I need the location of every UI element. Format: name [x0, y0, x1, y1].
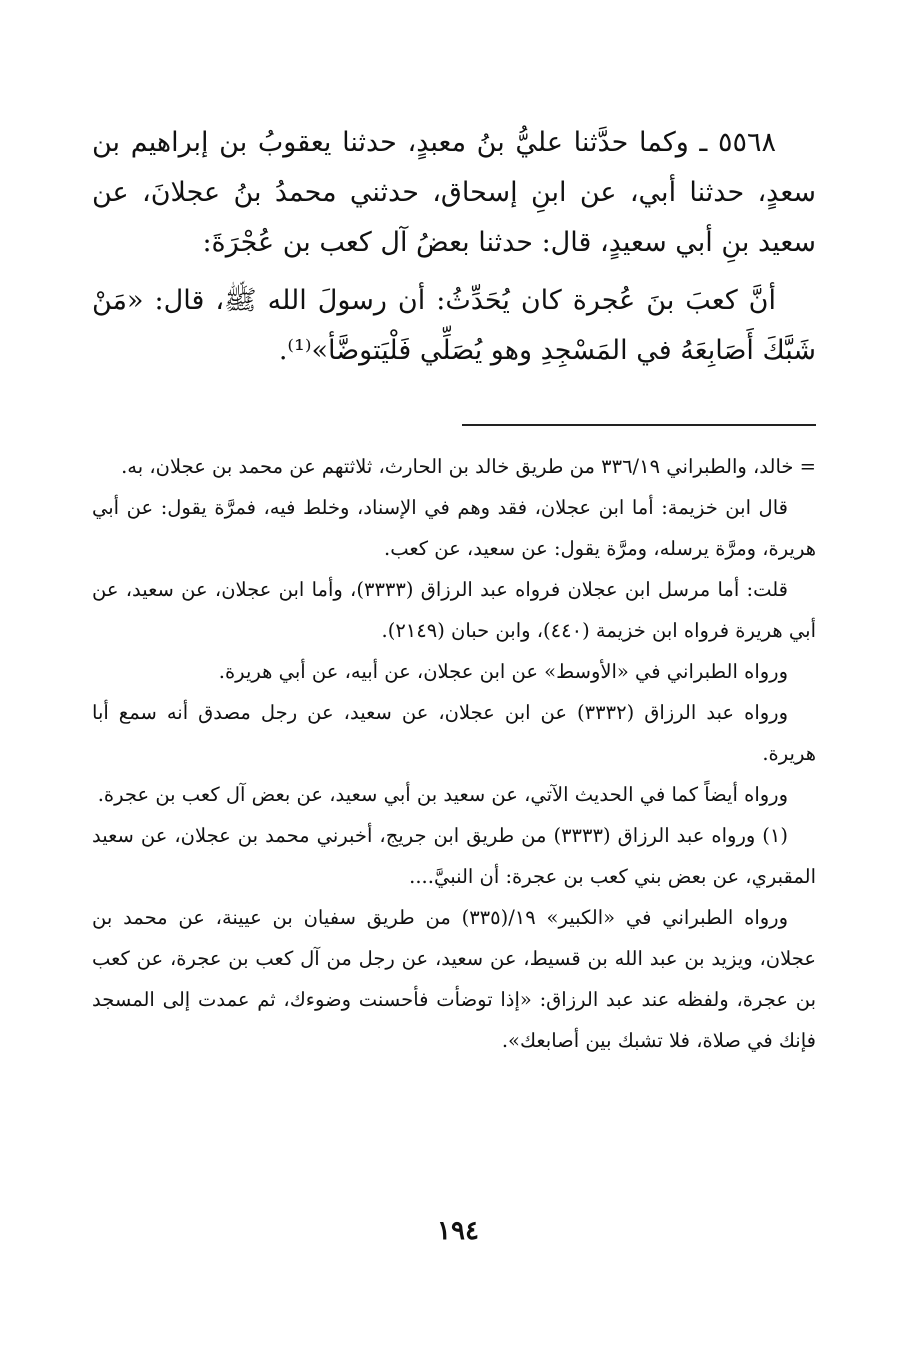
footnote-1: (١) ورواه عبد الرزاق (٣٣٣٣) من طريق ابن جريج، أخبرني محمد بن عجلان، عن سعيد المقبري، عن بعض بني كعب بن عجرة: أن النبيَّ....	[92, 824, 816, 888]
footnote-continuation: = خالد، والطبراني ٣٣٦/١٩ من طريق خالد بن الحارث، ثلاثتهم عن محمد بن عجلان، به.	[121, 455, 816, 478]
footnote-paragraph: ورواه عبد الرزاق (٣٣٣٢) عن ابن عجلان، عن سعيد، عن رجل مصدق أنه سمع أبا هريرة.	[92, 701, 816, 765]
hadith-isnad: ٥٥٦٨ ـ وكما حدَّثنا عليُّ بنُ معبدٍ، حدثنا يعقوبُ بن إبراهيم بن سعدٍ، حدثنا أبي، عن ابنِ إسحاق، حدثني محمدُ بنُ عجلانَ، عن سعيد بنِ أبي سعيدٍ، قال: حدثنا بعضُ آل كعب بن عُجْرَةَ:	[92, 127, 816, 258]
footnote-paragraph: ورواه أيضاً كما في الحديث الآتي، عن سعيد بن أبي سعيد، عن بعض آل كعب بن عجرة.	[97, 783, 788, 806]
footnotes	[92, 446, 816, 1061]
footnote-paragraph: قال ابن خزيمة: أما ابن عجلان، فقد وهم في الإسناد، وخلط فيه، فمرَّة يقول: عن أبي هريرة، ومرَّة يرسله، ومرَّة يقول: عن سعيد، عن كعب.	[92, 496, 816, 560]
footnote-paragraph: قلت: أما مرسل ابن عجلان فرواه عبد الرزاق (٣٣٣٣)، وأما ابن عجلان، عن سعيد، عن أبي هريرة فرواه ابن خزيمة (٤٤٠)، وابن حبان (٢١٤٩).	[92, 578, 816, 642]
footnote-paragraph: ورواه الطبراني في «الكبير» ١٩/(٣٣٥) من طريق سفيان بن عيينة، عن محمد بن عجلان، ويزيد بن عبد الله بن قسيط، عن سعيد، عن رجل من آل كعب بن عجرة، عن كعب بن عجرة، ولفظه عند عبد الرزاق: «إذا توضأت فأحسنت وضوءك، ثم عمدت إلى المسجد فإنك في صلاة، فلا تشبك بين أصابعك».	[92, 906, 816, 1052]
book-page	[92, 118, 816, 1061]
footnote-paragraph: ورواه الطبراني في «الأوسط» عن ابن عجلان، عن أبيه، عن أبي هريرة.	[218, 660, 788, 683]
main-text	[92, 118, 816, 376]
footnote-divider	[462, 424, 816, 426]
hadith-matn: أنَّ كعبَ بنَ عُجرة كان يُحَدِّثُ: أن رسولَ الله ﷺ، قال: «مَنْ شَبَّكَ أَصَابِعَهُ في المَسْجِدِ وهو يُصَلِّي فَلْيَتوضَّأ»⁽¹⁾.	[92, 285, 816, 366]
page-number: ١٩٤	[437, 1216, 479, 1246]
